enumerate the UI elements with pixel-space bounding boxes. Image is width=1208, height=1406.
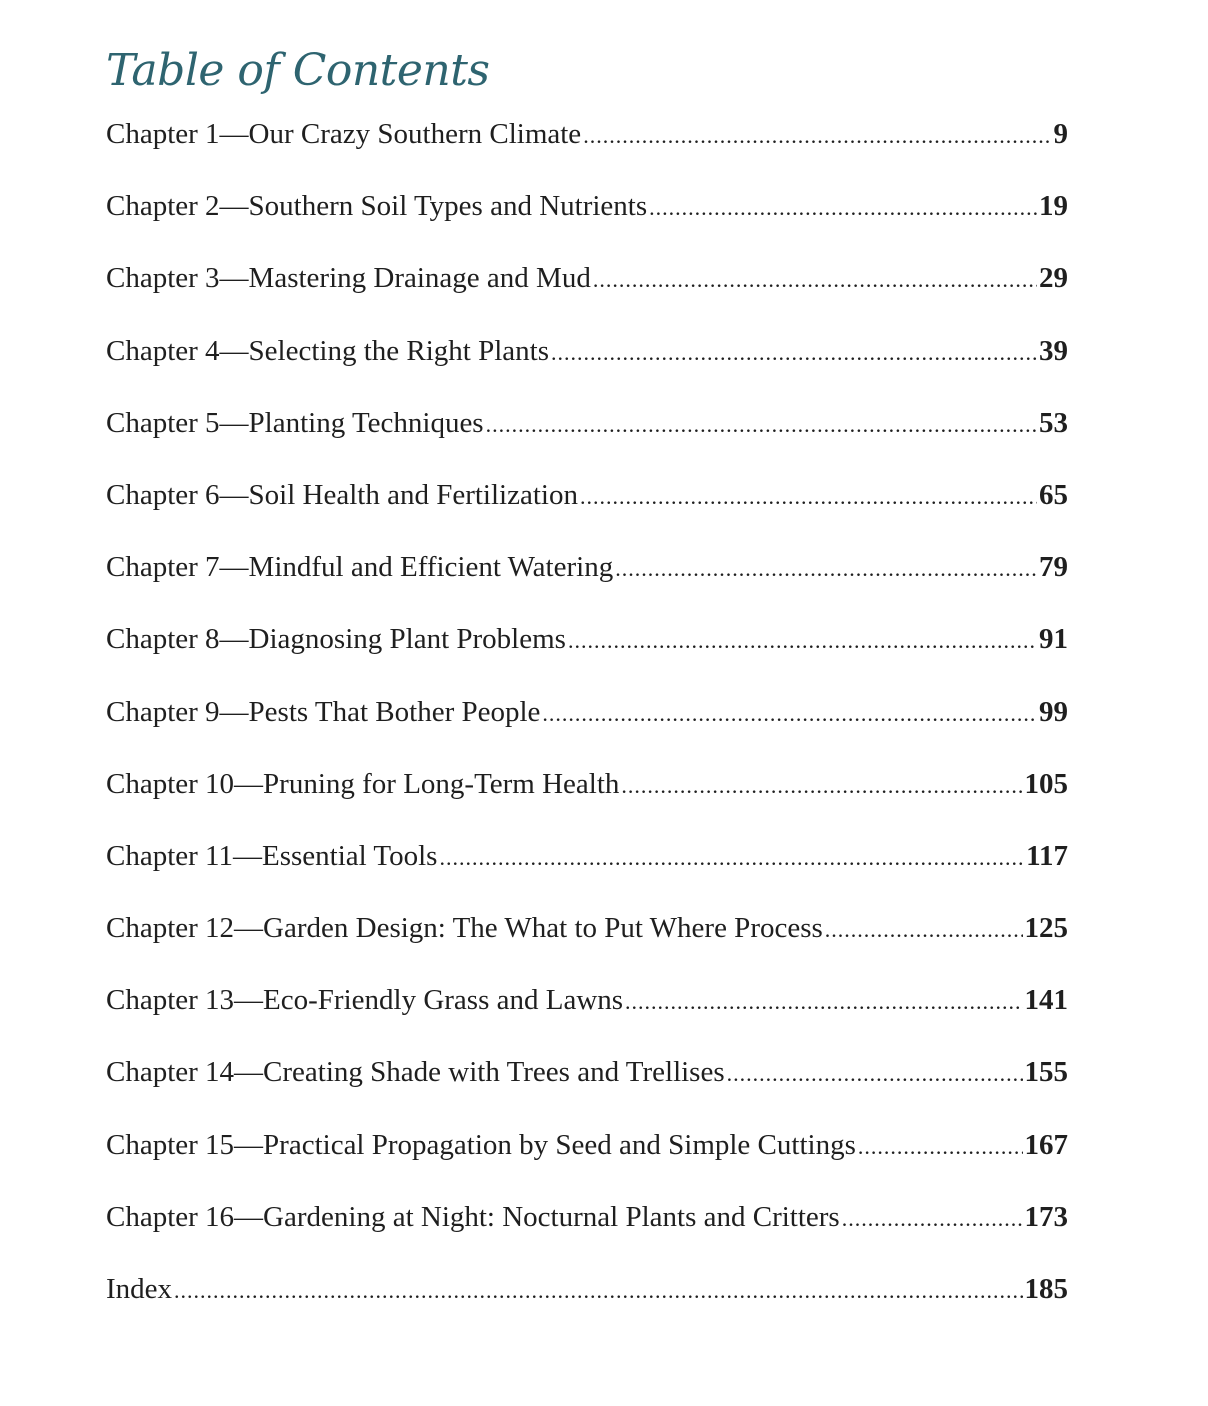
toc-entry-page: 167 [1024,1128,1068,1161]
toc-entry-page: 155 [1024,1056,1068,1089]
dot-leader [621,773,1022,799]
toc-entry-label: Chapter 1—Our Crazy Southern Climate [106,118,582,150]
toc-entry-page: 29 [1039,262,1068,295]
toc-entry-label: Chapter 10—Pruning for Long-Term Health [106,767,620,800]
toc-entry-page: 39 [1039,334,1068,367]
toc-entry-page: 9 [1053,118,1068,150]
toc-entry[interactable] [106,118,1068,190]
toc-entry-page: 79 [1039,551,1068,584]
toc-entry-label: Chapter 8—Diagnosing Plant Problems [106,623,566,656]
toc-entry[interactable] [106,1201,1068,1273]
dot-leader [542,701,1037,727]
toc-entry-label: Chapter 3—Mastering Drainage and Mud [106,262,591,295]
dot-leader [439,845,1024,871]
dot-leader [583,123,1051,149]
toc-entry-page: 19 [1039,190,1068,223]
toc-entry-label: Chapter 13—Eco-Friendly Grass and Lawns [106,984,624,1017]
dot-leader [551,340,1037,366]
dot-leader [615,556,1037,582]
toc-entry-label: Chapter 11—Essential Tools [106,839,438,872]
toc-entry[interactable] [106,335,1068,407]
toc-entry[interactable] [106,912,1068,984]
toc-entry-label: Chapter 9—Pests That Bother People [106,695,541,728]
dot-leader [593,267,1037,293]
toc-entry-label: Chapter 4—Selecting the Right Plants [106,334,550,367]
toc-entry-page: 65 [1039,478,1068,511]
toc-entry-page: 91 [1039,623,1068,656]
toc-list [106,118,1068,1345]
toc-entry[interactable] [106,696,1068,768]
toc-entry[interactable] [106,1273,1068,1345]
toc-entry[interactable] [106,262,1068,334]
toc-entry[interactable] [106,984,1068,1056]
toc-entry[interactable] [106,1056,1068,1128]
toc-entry-page: 173 [1024,1200,1068,1233]
dot-leader [858,1134,1023,1160]
toc-entry[interactable] [106,768,1068,840]
toc-entry-page: 117 [1026,839,1068,872]
dot-leader [568,628,1037,654]
toc-entry-label: Chapter 15—Practical Propagation by Seed and Simple Cuttings [106,1128,856,1161]
toc-entry-label: Chapter 16—Gardening at Night: Nocturnal Plants and Critters [106,1200,840,1233]
toc-entry-label: Index [106,1273,173,1305]
toc-entry[interactable] [106,479,1068,551]
dot-leader [486,412,1037,438]
toc-entry[interactable] [106,551,1068,623]
toc-entry-page: 105 [1024,767,1068,800]
toc-entry-label: Chapter 6—Soil Health and Fertilization [106,478,578,511]
toc-entry[interactable] [106,623,1068,695]
toc-entry-label: Chapter 14—Creating Shade with Trees and Trellises [106,1056,725,1089]
toc-entry-label: Chapter 7—Mindful and Efficient Watering [106,551,614,584]
toc-entry-page: 185 [1024,1273,1068,1305]
toc-entry[interactable] [106,840,1068,912]
dot-leader [825,917,1023,943]
toc-entry[interactable] [106,190,1068,262]
dot-leader [649,195,1037,221]
toc-entry-page: 99 [1039,695,1068,728]
toc-entry-page: 141 [1024,984,1068,1017]
toc-entry-page: 53 [1039,406,1068,439]
toc-entry-page: 125 [1024,912,1068,945]
toc-entry[interactable] [106,1129,1068,1201]
toc-entry-label: Chapter 12—Garden Design: The What to Put Where Process [106,912,823,945]
dot-leader [174,1278,1022,1304]
dot-leader [842,1206,1023,1232]
page-title: Table of Contents [106,45,490,96]
toc-entry-label: Chapter 2—Southern Soil Types and Nutrients [106,190,648,223]
toc-page [106,40,1068,1345]
dot-leader [727,1061,1023,1087]
toc-entry-label: Chapter 5—Planting Techniques [106,406,484,439]
dot-leader [625,989,1022,1015]
toc-entry[interactable] [106,407,1068,479]
dot-leader [580,484,1037,510]
